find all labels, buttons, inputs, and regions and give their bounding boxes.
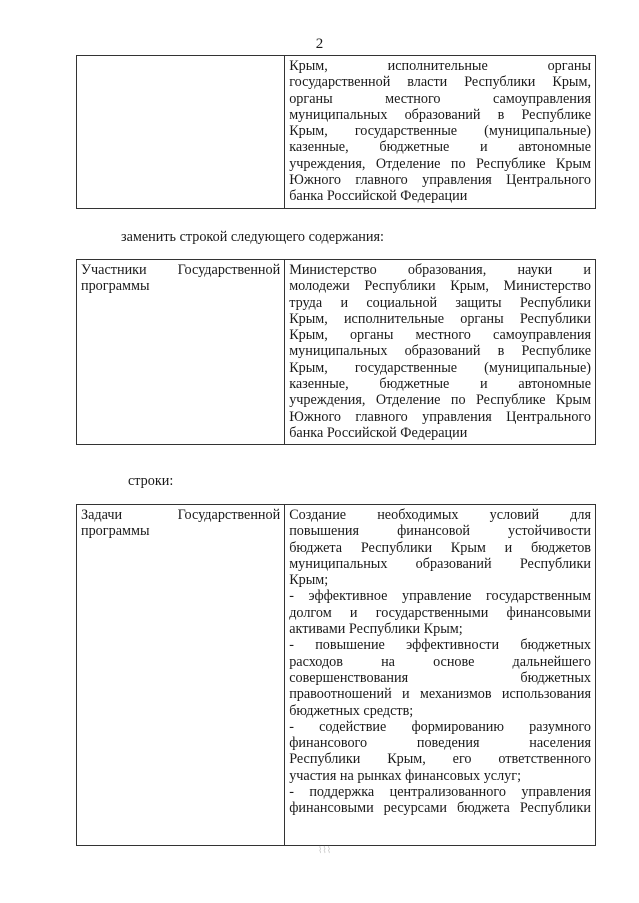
text-line: учреждения, Отделение по Республике Крым bbox=[289, 155, 591, 172]
label-line: программы bbox=[81, 278, 150, 295]
text-line: муниципальных образований Республики bbox=[289, 555, 591, 572]
table-tasks bbox=[76, 504, 596, 846]
text-line: государственной власти Республики Крым, bbox=[289, 74, 591, 91]
table-cell-value bbox=[285, 260, 596, 445]
text-line: Министерство образования, науки и bbox=[289, 262, 591, 278]
text-line: Южного главного управления Центрального bbox=[289, 408, 591, 425]
text-line: Создание необходимых условий для bbox=[289, 507, 591, 523]
text-line: активами Республики Крым; bbox=[289, 621, 463, 638]
text-line: Крым, исполнительные органы Республики bbox=[289, 310, 591, 327]
text-line: банка Российской Федерации bbox=[289, 424, 468, 441]
cell-text bbox=[289, 507, 591, 817]
text-line: казенные, бюджетные и автономные bbox=[289, 376, 591, 393]
table-cell-label bbox=[77, 56, 285, 209]
text-line: участия на рынках финансовых услуг; bbox=[289, 767, 522, 784]
label-line: Участники Государственной bbox=[81, 262, 281, 278]
table-previous-participants bbox=[76, 55, 596, 209]
text-line: - повышение эффективности бюджетных bbox=[289, 637, 591, 654]
text-line: финансовыми ресурсами бюджета Республики bbox=[289, 800, 591, 817]
text-line: долгом и государственными финансовыми bbox=[289, 604, 591, 621]
text-line: бюджета Республики Крым и бюджетов bbox=[289, 539, 591, 556]
text-line: банка Российской Федерации bbox=[289, 188, 468, 205]
text-line: труда и социальной защиты Республики bbox=[289, 294, 591, 311]
text-line: Крым, государственные (муниципальные) bbox=[289, 123, 591, 140]
text-line: Крым, исполнительные органы bbox=[289, 58, 591, 74]
text-line: - поддержка централизованного управления bbox=[289, 784, 591, 801]
text-line: совершенствования бюджетных bbox=[289, 669, 591, 686]
text-line: муниципальных образований в Республике bbox=[289, 106, 591, 123]
text-line: - эффективное управление государственным bbox=[289, 588, 591, 605]
text-line: Южного главного управления Центрального bbox=[289, 172, 591, 189]
text-line: молодежи Республики Крым, Министерство bbox=[289, 278, 591, 295]
table-row bbox=[77, 56, 596, 209]
cell-text bbox=[289, 262, 591, 441]
table-row bbox=[77, 505, 596, 846]
table-cell-value bbox=[285, 56, 596, 209]
text-line: финансового поведения населения bbox=[289, 735, 591, 752]
text-line: правоотношений и механизмов использования bbox=[289, 686, 591, 703]
text-line: Крым, органы местного самоуправления bbox=[289, 327, 591, 344]
text-line: органы местного самоуправления bbox=[289, 90, 591, 107]
page-number: 2 bbox=[315, 36, 324, 52]
text-line: казенные, бюджетные и автономные bbox=[289, 139, 591, 156]
text-line: муниципальных образований в Республике bbox=[289, 343, 591, 360]
text-line: Крым; bbox=[289, 572, 329, 589]
table-cell-label bbox=[77, 260, 285, 445]
table-row bbox=[77, 260, 596, 445]
cell-text bbox=[289, 58, 591, 205]
replace-instruction: заменить строкой следующего содержания: bbox=[121, 229, 384, 245]
table-cell-value bbox=[285, 505, 596, 846]
text-line: расходов на основе дальнейшего bbox=[289, 653, 591, 670]
label-line: Задачи Государственной bbox=[81, 507, 281, 523]
text-line: Республики Крым, его ответственного bbox=[289, 751, 591, 768]
rows-label: строки: bbox=[128, 473, 174, 489]
scan-smudge: ⌇⌇⌇ bbox=[318, 846, 332, 856]
text-line: - содействие формированию разумного bbox=[289, 718, 591, 735]
text-line: бюджетных средств; bbox=[289, 702, 414, 719]
text-line: повышения финансовой устойчивости bbox=[289, 523, 591, 540]
table-cell-label bbox=[77, 505, 285, 846]
label-line: программы bbox=[81, 523, 150, 540]
table-participants bbox=[76, 259, 596, 445]
text-line: учреждения, Отделение по Республике Крым bbox=[289, 392, 591, 409]
text-line: Крым, государственные (муниципальные) bbox=[289, 359, 591, 376]
